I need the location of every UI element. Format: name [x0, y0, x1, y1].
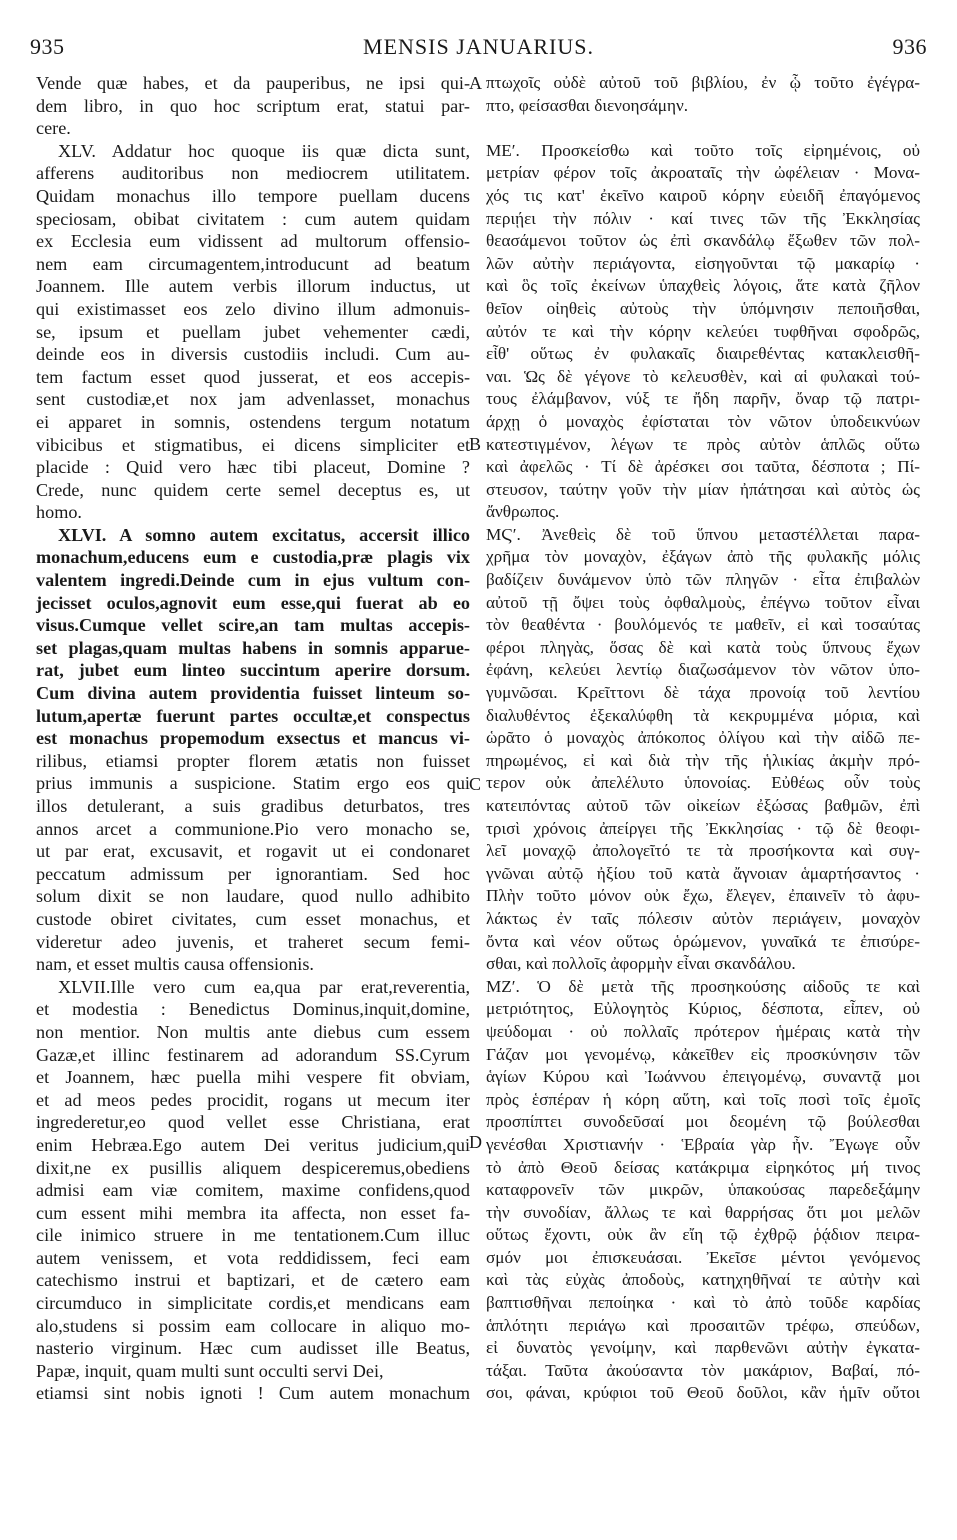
greek-line: άρχῃ ὁ μοναχὸς ἐφίσταται τὸν νῶτον ὑποδεικνύων — [486, 411, 920, 431]
latin-line: nam, et esset multis causa offensionis. — [36, 954, 314, 975]
greek-line: γνῶναι αὐτῷ ἠξίου τοῦ κατὰ ἄγνοιαν ἁμαρτήσαντος · — [486, 863, 920, 883]
greek-line: ναι. Ὡς δὲ γέγονε τὸ κελευσθὲν, καὶ αἱ φυλακαὶ τού- — [486, 366, 920, 386]
latin-line: nem eam circumagentem,introducunt ad beatum — [36, 253, 470, 274]
greek-line: καταφρονεῖν τῶν μικρῶν, ὑπακούσας παρεδεξάμην — [486, 1180, 920, 1200]
greek-column — [486, 72, 920, 1405]
greek-line: τὴν συνοδίαν, ἄλλως τε καὶ θαρρήσας ὅτι μοι μελῶν — [486, 1202, 920, 1222]
latin-line: alo,studens si possim eam collocare in aliquo mo- — [36, 1315, 470, 1336]
greek-line: μετριότητος, Εὐλογητὸς Κύριος, δέσποτα, εἶπεν, οὐ — [486, 999, 920, 1019]
greek-line: ἁγίων Κύρου καὶ Ἰωάννου ἐπειγομένῳ, συναντᾷ μοι — [486, 1067, 920, 1087]
latin-line: enim Hebræa.Ego autem Dei veritus judicium,qui — [36, 1134, 470, 1155]
greek-line: λεῖ μοναχῷ ἀπολογεῖτό τε τὰ προσήκοντα καὶ συγ- — [486, 841, 920, 861]
greek-line: διαλυθέντος ἐξεκαλύφθη τὰ κεκρυμμένα μόρια, καὶ — [486, 705, 920, 725]
greek-line: ΜΖʹ. Ὁ δὲ μετὰ τῆς προσηκούσης αἰδοῦς τε καὶ — [486, 976, 920, 996]
latin-line: ex Ecclesia eum vidissent ad multorum offensio- — [36, 231, 470, 252]
latin-line: admisi eam viæ comitem, maxime confidens,quod — [36, 1180, 470, 1201]
greek-line: Πλὴν τοῦτο μόνον οὐκ ἔχω, ἔλεγεν, ἐπαινεῖν τὸ ἀφυ- — [486, 886, 920, 906]
greek-line: λάκτως ἐν ταῖς πόλεσιν αὐτὸν περιάγειν, μοναχὸν — [486, 908, 920, 928]
latin-line: Cum divina autem providentia fuisset linteum so- — [36, 683, 470, 704]
greek-line: τὸν θεαθέντα · βουλόμενός τε μαθεῖν, εἰ καὶ τοσαύτας — [486, 615, 920, 635]
latin-line: Papæ, inquit, quam multi sunt occulti servi Dei, — [36, 1360, 384, 1381]
latin-line: solum dixit se non laudare, quod nullo adhibito — [36, 886, 470, 907]
latin-line: peccatum admissum per ignorantiam. Sed hoc — [36, 863, 470, 884]
greek-line: τὸ ἀπὸ Θεοῦ δείσας κατάκριμα εἰρηκότος μή τινος — [486, 1157, 920, 1177]
latin-line: afferens auditoribus non mediocrem utilitatem. — [36, 163, 470, 184]
latin-line: lutum,apertæ fuerunt partes occultæ,et conspectus — [36, 705, 470, 726]
greek-line: ΜΕʹ. Προσκείσθω καὶ τοῦτο τοῖς εἰρημένοις, οὐ — [486, 140, 920, 160]
latin-line: jecisset oculos,agnovit eum esse,qui fuerat ab eo — [36, 592, 470, 613]
greek-line: περιῄει τὴν πόλιν · καί τινες τῶν τῆς Ἐκκλησίας — [486, 208, 920, 228]
greek-line: Γάζαν μοι γενομένῳ, κἀκεῖθεν εἰς προσκύνησιν τῶν — [486, 1044, 920, 1064]
greek-line: τερον οὐκ ἀπελέλυτο ὑπονοίας. Εὐθέως οὖν τοὺς — [486, 773, 920, 793]
latin-line: circumduco in simplicitate cordis,et mendicans eam — [36, 1293, 470, 1314]
greek-line: τους ἐλάμβανον, νύξ τε ἤδη παρῆν, ὄναρ τῷ πατρι- — [486, 389, 920, 409]
margin-letter-a: A — [469, 73, 482, 93]
page-header — [30, 34, 927, 64]
latin-line: Gazæ,et illinc festinarem ad adorandum SS.Cyrum — [36, 1044, 470, 1065]
latin-line: speciosam, obibat civitatem : cum autem quidam — [36, 208, 470, 229]
running-title: MENSIS JANUARIUS. — [363, 34, 594, 59]
greek-line: τρισὶ χρόνοις ἀπείργει τῆς Ἐκκλησίας · τῷ δὲ θεοφι- — [486, 818, 920, 838]
greek-line: πηρωμένος, εἰ καὶ διὰ τὴν τῆς ἡλικίας ἀκμὴν πρό- — [486, 750, 920, 770]
latin-line: tem factum esset quod jusserat, et eos accepis- — [36, 366, 470, 387]
greek-line: αὐτοῦ τῇ ὄψει τοὺς ὀφθαλμοὺς, ἐπέγνω τοῦτον εἶναι — [486, 592, 920, 612]
latin-line: cere. — [36, 118, 71, 139]
latin-line: deinde eos in diversis custodiis includi. Cum au- — [36, 344, 470, 365]
latin-line: et ad meos pedes procidit, rogans ut mecum iter — [36, 1089, 470, 1110]
greek-line: προσπίπτει συνοδεῦσαί μοι δεομένη τῷ βούλεσθαι — [486, 1112, 920, 1132]
latin-line: est monachus propemodum exsectus et mancus vi- — [36, 728, 470, 749]
latin-line: et modestia : Benedictus Dominus,inquit,domine, — [36, 999, 470, 1020]
greek-line — [486, 117, 920, 140]
greek-line: σθαι, καὶ πολλοῖς ἀφορμὴν εἶναι σκανδάλου. — [486, 954, 796, 974]
latin-line: valentem ingredi.Deinde cum in ejus vultum con- — [36, 570, 470, 591]
latin-line: et Joannem, hæc puella mihi vespere fit obviam, — [36, 1067, 470, 1088]
latin-line: autem venissem, et vota reddidissem, feci eam — [36, 1247, 470, 1268]
greek-line: ψεύδομαι · οὐ πολλαῖς πρότερον ἡμέραις κατὰ τὴν — [486, 1021, 920, 1041]
latin-line: cum essent mihi membra ita affecta, non esset fa- — [36, 1202, 470, 1223]
latin-line: ingrederetur,eo quod vellet esse Christiana, erat — [36, 1112, 470, 1133]
latin-line: Crede, nunc quidem certe semel deceptus es, ut — [36, 479, 470, 500]
latin-line: etiamsi sint nobis ignoti ! Cum autem monachum — [36, 1383, 470, 1404]
latin-line: custode obiret civitates, cum esset monachus, et — [36, 908, 470, 929]
greek-line: ἁπλότητι περιάγω καὶ προσαιτῶν τρέφω, σπεύδων, — [486, 1315, 920, 1335]
latin-line: vibicibus et stigmatibus, ei dicens simpliciter et — [36, 434, 470, 455]
latin-line: dixit,ne ex pusillis aliquem despiceremus,obediens — [36, 1157, 470, 1178]
greek-line: ἄνθρωπος. — [486, 502, 560, 522]
greek-line: ὡρᾶτο ὁ μοναχὸς ἀπόκοπος ὀλίγου καὶ τὴν αἰδῶ πε- — [486, 728, 920, 748]
margin-letter-c: C — [469, 774, 482, 794]
greek-line: κατεστιγμένον, λέγων τε πρὸς αὐτὸν ἁπλῶς οὕτω — [486, 434, 920, 454]
page-number-right: 936 — [892, 34, 927, 59]
greek-line: φέροι πληγὰς, ὅσας δὲ καὶ κατὰ τοὺς ὕπνους ἔχων — [486, 637, 920, 657]
latin-line: qui existimasset eos zelo divino illum admonuis- — [36, 298, 470, 319]
greek-line: εἰ δυνατὸς γενοίμην, καὶ παρθενῶνι αὐτὴν ἐγκατα- — [486, 1338, 920, 1358]
greek-line: πρὸς ἑσπέραν ἡ κόρη αὕτη, καὶ τοῖς ποσὶ τοῖς ἐμοῖς — [486, 1089, 920, 1109]
greek-line: στευσον, ταύτην γοῦν τὴν μίαν ἠπάτησαι καὶ αὐτὸς ὡς — [486, 479, 920, 499]
latin-line: ei apparet in somnis, ostendens tergum notatum — [36, 411, 470, 432]
greek-line: γενέσθαι Χριστιανήν · Ἑβραία γὰρ ἦν. Ἔγωγε οὖν — [486, 1134, 920, 1154]
greek-line: τάξαι. Ταῦτα ἀκούσαντα τὸν μακάριον, Βαβαί, πό- — [486, 1360, 920, 1380]
greek-line: εἶθ' οὕτως ἐν φυλακαῖς διαιρεθέντας κατακλεισθῆ- — [486, 344, 920, 364]
latin-line: cile inimico struere in me tentationem.Cum illuc — [36, 1225, 470, 1246]
page-number-left: 935 — [30, 34, 65, 59]
latin-line: homo. — [36, 502, 82, 523]
latin-line: Quidam monachus illo tempore puellam ducens — [36, 185, 470, 206]
latin-line: rat, jubet eum linteo succintum aperire dorsum. — [36, 660, 470, 681]
greek-line: βαδίζειν δυνάμενον ὑπὸ τῶν πληγῶν · εἶτα ἐπιβαλὼν — [486, 570, 920, 590]
greek-line: χρῆμα τὸν μοναχὸν, ἐξάγων ἀπὸ τῆς φυλακῆς μόλις — [486, 547, 920, 567]
latin-line: nasterio virginum. Hæc cum audisset ille Beatus, — [36, 1338, 470, 1359]
latin-line: non mentior. Non multis ante diebus cum essem — [36, 1021, 470, 1042]
latin-line: set plagas,quam multas habens in somnis apparue- — [36, 637, 470, 658]
latin-line: annos arcet a communione.Pio vero monacho se, — [36, 818, 470, 839]
greek-line: πτωχοῖς οὐδὲ αὐτοῦ τοῦ βιβλίου, ἐν ᾧ τοῦτο ἐγέγρα- — [486, 73, 920, 92]
latin-line: Vende quæ habes, et da pauperibus, ne ipsi qui- — [36, 73, 470, 93]
greek-line: θεασάμενοι τοῦτον ὡς ἐπὶ σκανδάλῳ ἔξωθεν τῶν πολ- — [486, 231, 920, 251]
greek-line: σοι, φάναι, κρύφιοι τοῦ Θεοῦ δοῦλοι, κἂν ἡμῖν οὔτοι — [486, 1383, 920, 1403]
greek-line: σμόν μοι ἐπισκευάσαι. Ἐκεῖσε μέντοι γενόμενος — [486, 1247, 920, 1267]
latin-line: Joannem. Ille autem verbis illorum inductus, ut — [36, 276, 470, 297]
greek-line: γυμνῶσαι. Κρεῖττονι δὲ τάχα προνοίᾳ τοῦ λεντίου — [486, 683, 920, 703]
latin-line: ut par erat, excusavit, et rogavit ut ei condonaret — [36, 841, 470, 862]
greek-line: μετρίαν φέρον τοῖς ἀκροαταῖς τὴν ὠφέλειαν · Μονα- — [486, 163, 920, 183]
latin-column — [36, 72, 470, 1405]
latin-line: XLV. Addatur hoc quoque iis quæ dicta sunt, — [58, 140, 470, 161]
latin-line: monachum,educens eum e custodia,præ plagis vix — [36, 547, 470, 568]
latin-line: dem libro, in quo hoc scriptum erat, statui par- — [36, 95, 470, 116]
greek-line: καὶ τὰς εὐχὰς ἀποδοὺς, κατηχηθῆναί τε αὐτὴν καὶ — [486, 1270, 920, 1290]
margin-letter-d: D — [469, 1132, 482, 1152]
greek-line: ὄντα καὶ νέον οὕτως ὁρώμενον, γυναῖκά τε ἐπισύρε- — [486, 931, 920, 951]
greek-line: καὶ ὃς τοῖς ἐκείνων ὑπαχθεὶς λόγοις, ἅτε κατὰ ζῆλον — [486, 276, 920, 296]
latin-line: sent custodiæ,et nox jam advenlasset, monachus — [36, 389, 470, 410]
margin-letter-b: B — [469, 434, 482, 454]
greek-line: ἐφάνη, κελεύει λεντίῳ διαζωσάμενον τὸν νῶτον ὑπο- — [486, 660, 920, 680]
latin-line: rilibus, etiamsi propter florem ætatis non fuisset — [36, 750, 470, 771]
latin-line: se, ipsum et puellam jubet vehementer cædi, — [36, 321, 470, 342]
latin-line: visus.Cumque vellet scire,an tam multas accepis- — [36, 615, 470, 636]
greek-line: αὐτόν τε καὶ τὴν κόρην κελεύει τυφθῆναι σφοδρῶς, — [486, 321, 920, 341]
greek-line: θεῖον οἰηθεὶς αὐτοὺς τὴν ὑπόμνησιν πεποιῆσθαι, — [486, 298, 920, 318]
greek-line: λῶν αὐτὴν περιάγοντα, εἰσηγοῦνται τῷ μακαρίῳ · — [486, 253, 920, 273]
latin-line: illos detulerant, a suis gradibus deturbatos, tres — [36, 796, 470, 816]
latin-line: prius immunis a suspicione. Statim ergo eos qui — [36, 773, 470, 794]
greek-line: καὶ ἀφελῶς · Τί δὲ ἀρέσκει σοι ταῦτα, δέσποτα ; Πί- — [486, 457, 920, 477]
greek-line: ΜϚʹ. Ἀνεθεὶς δὲ τοῦ ὕπνου μεταστέλλεται παρα- — [486, 524, 920, 544]
latin-line: catechismo instrui et baptizari, et de cætero eam — [36, 1270, 470, 1291]
latin-line: placide : Quid vero hæc tibi placeut, Domine ? — [36, 457, 470, 478]
greek-line: πτο, φείσασθαι διενοησάμην. — [486, 95, 689, 115]
latin-line: XLVII.Ille vero cum ea,qua par erat,reverentia, — [58, 976, 470, 997]
greek-line: κατειπόντας αὐτοῦ τῶν οἰκείων ἐξώσας βαθμῶν, ἐπὶ — [486, 796, 920, 815]
latin-line: XLVI. A somno autem excitatus, accersit illico — [58, 524, 470, 545]
latin-line: videretur adeo juvenis, et traheret secum femi- — [36, 931, 470, 952]
greek-line: βαπτισθῆναι πεποίηκα · καὶ τὸ ἀπὸ τοῦδε καρδίας — [486, 1293, 920, 1313]
greek-line: οὕτως ἔχοντι, οὐκ ἂν εἴη τῷ ἐχθρῷ ῥᾴδιον πειρα- — [486, 1225, 920, 1245]
greek-line: χός τις κατ' ἐκεῖνο καιροῦ κόρην εὐειδῆ ἐπαγόμενος — [486, 185, 920, 205]
